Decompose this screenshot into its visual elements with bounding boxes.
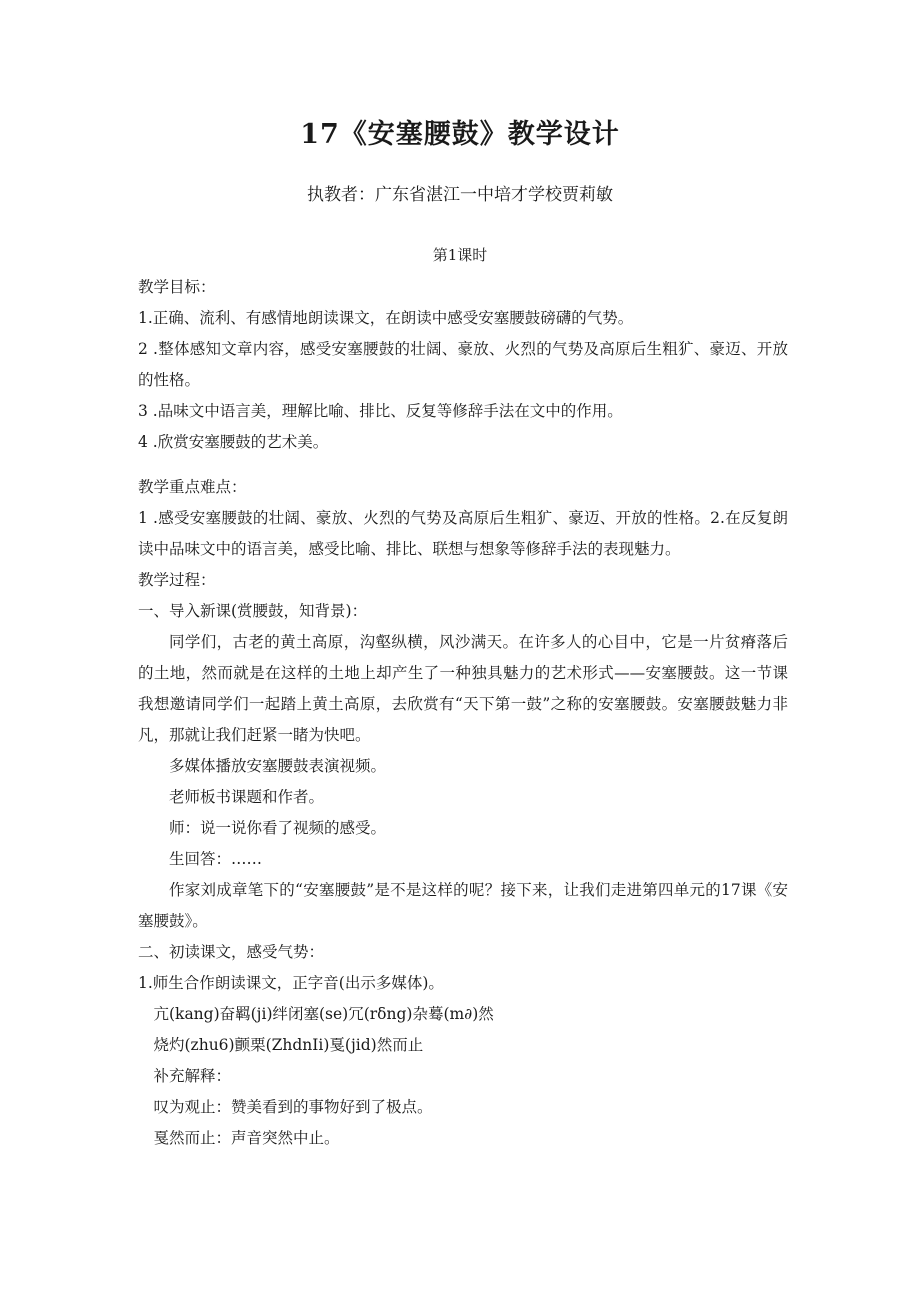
supplement-heading: 补充解释： xyxy=(153,1067,232,1085)
objective-item: 4 .欣赏安塞腰鼓的艺术美。 xyxy=(138,433,329,451)
objectives-heading: 教学目标： xyxy=(138,278,216,296)
objective-item: 1.正确、流利、有感情地朗读课文，在朗读中感受安塞腰鼓磅礴的气势。 xyxy=(138,309,634,327)
definition-item: 戛然而止：声音突然中止。 xyxy=(153,1129,340,1147)
session-label: 第1课时 xyxy=(432,246,488,264)
part2-step1: 1.师生合作朗读课文，正字音(出示多媒体)。 xyxy=(138,974,444,992)
section-gap xyxy=(138,458,788,472)
objective-item: 2 .整体感知文章内容，感受安塞腰鼓的壮阔、豪放、火烈的气势及高原后生粗犷、豪迈、开放的性格。 xyxy=(138,340,788,389)
author-line: 执教者：广东省湛江一中培才学校贾莉敏 xyxy=(307,185,613,205)
document-title: 17《安塞腰鼓》教学设计 xyxy=(300,119,620,150)
part2-heading: 二、初读课文，感受气势： xyxy=(138,943,325,961)
part1-heading: 一、导入新课(赏腰鼓，知背景)： xyxy=(138,602,368,620)
key-points-heading: 教学重点难点： xyxy=(138,478,247,496)
part1-step: 生回答：…… xyxy=(169,850,263,868)
pinyin-line: 烧灼(zhu6)颤栗(ZhdnIi)戛(jid)然而止 xyxy=(153,1036,424,1054)
pinyin-line: 亢(kang)奋羁(ji)绊闭塞(se)冗(rδng)杂蓦(m∂)然 xyxy=(153,1005,494,1023)
objective-item: 3 .品味文中语言美，理解比喻、排比、反复等修辞手法在文中的作用。 xyxy=(138,402,623,420)
document-body xyxy=(138,272,788,1154)
part1-step: 老师板书课题和作者。 xyxy=(169,788,325,806)
part1-intro: 同学们，古老的黄土高原，沟壑纵横，风沙满天。在许多人的心目中，它是一片贫瘠落后的土地，然而就是在这样的土地上却产生了一种独具魅力的艺术形式——安塞腰鼓。这一节课我想邀请同学们一起踏上黄土高原，去欣赏有“天下第一鼓”之称的安塞腰鼓。安塞腰鼓魅力非凡，那就让我们赶紧一睹为快吧。 xyxy=(138,633,788,744)
part1-step: 师：说一说你看了视频的感受。 xyxy=(169,819,387,837)
key-points-text: 1 .感受安塞腰鼓的壮阔、豪放、火烈的气势及高原后生粗犷、豪迈、开放的性格。2.在反复朗读中品味文中的语言美，感受比喻、排比、联想与想象等修辞手法的表现魅力。 xyxy=(138,509,788,558)
part1-closing: 作家刘成章笔下的“安塞腰鼓”是不是这样的呢？接下来，让我们走进第四单元的17课《安塞腰鼓》。 xyxy=(138,881,788,930)
process-heading: 教学过程： xyxy=(138,571,216,589)
part1-step: 多媒体播放安塞腰鼓表演视频。 xyxy=(169,757,387,775)
definition-item: 叹为观止：赞美看到的事物好到了极点。 xyxy=(153,1098,433,1116)
